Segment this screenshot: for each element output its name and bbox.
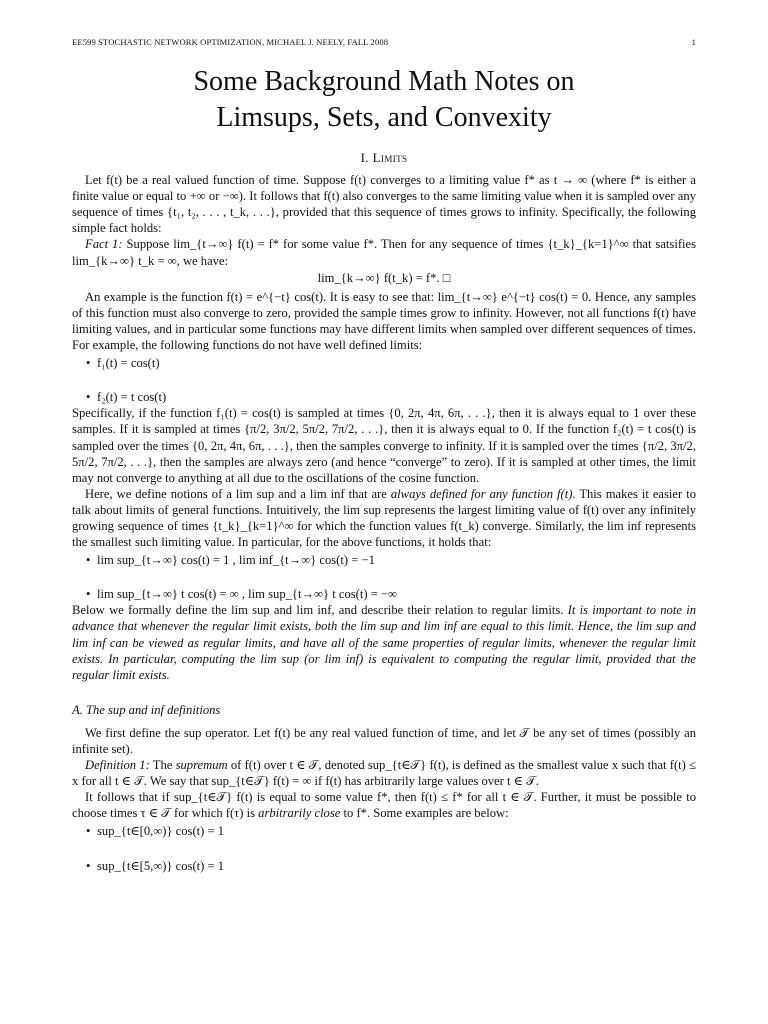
text-run: The bbox=[149, 758, 176, 773]
fact-1-label: Fact 1: bbox=[85, 237, 123, 252]
title-line-1: Some Background Math Notes on bbox=[193, 66, 575, 97]
emphasis-text: always defined for any function f(t) bbox=[390, 486, 573, 501]
paragraph-formal-note bbox=[72, 602, 696, 682]
text-run: Here, we define notions of a lim sup and a lim inf that are bbox=[85, 486, 391, 501]
fact-1-equation: lim_{k→∞} f(t_k) = f*. □ bbox=[317, 270, 451, 285]
defined-term: supremum bbox=[175, 758, 228, 773]
list-item: • lim sup_{t→∞} t cos(t) = ∞ , lim sup_{t→∞} t cos(t) = −∞ bbox=[86, 586, 696, 602]
fact-1-text: Suppose lim_{t→∞} f(t) = f* for some value f*. Then for any sequence of times {t_k}_{k=1}^∞ that satsifies lim_{k→∞} t_k = ∞, we have: bbox=[72, 237, 697, 268]
text-run: It follows that if sup_{t∈𝒯} f(t) is equal to some value f*, then f(t) ≤ f* for all t ∈ 𝒯. Further, it must be possible to choose times τ ∈ 𝒯 for which f(τ) is bbox=[72, 790, 696, 821]
list-item: • sup_{t∈[5,∞)} cos(t) = 1 bbox=[86, 858, 696, 874]
title-line-2: Limsups, Sets, and Convexity bbox=[216, 102, 552, 133]
subsection-heading: A. The sup and inf definitions bbox=[72, 702, 221, 717]
paper-title bbox=[72, 64, 696, 136]
text-run: to f*. Some examples are below: bbox=[340, 806, 509, 821]
paragraph-example: An example is the function f(t) = e^{−t} cos(t). It is easy to see that: lim_{t→∞} e^{−t} cos(t) = 0. Hence, any samples of this function must also converge to zero, provided the sample times grow to infinity. However, not all functions f(t) have limiting values, and in particular some functions may have different limits when sampled over different sequences of times. For example, the following functions do not have well defined limits: bbox=[72, 289, 696, 353]
text-run: of f(t) over t ∈ 𝒯, denoted sup_{t∈𝒯} f(t), is defined as the smallest value x such that f(t) ≤ x for all t ∈ 𝒯. We say that sup_{t∈𝒯} f(t) = ∞ if f(t) has arbitrarily large values over t ∈ 𝒯. bbox=[72, 758, 696, 789]
list-item: • f₂(t) = t cos(t) bbox=[86, 389, 696, 405]
emphasis-text: It is important to note in advance that whenever the regular limit exists, both the lim sup and lim inf are equal to this limit. Hence, the lim sup and lim inf can be viewed as regular limits, and have all of the same properties of regular limits, whenever the regular limit exists. In particular, computing the lim sup (or lim inf) is equivalent to computing the regular limit, provided that the regular limit exists. bbox=[72, 603, 697, 682]
list-sup-examples bbox=[72, 823, 696, 873]
list-limsup-examples bbox=[72, 552, 696, 602]
paragraph-limsup-intro bbox=[72, 486, 696, 550]
emphasis-text: arbitrarily close bbox=[258, 806, 341, 821]
list-item: • f₁(t) = cos(t) bbox=[86, 355, 696, 371]
section-heading-limits: I. Limits bbox=[360, 150, 408, 165]
list-item: • sup_{t∈[0,∞)} cos(t) = 1 bbox=[86, 823, 696, 839]
paragraph-sup-intro: We first define the sup operator. Let f(t) be any real valued function of time, and let 𝒯 be any set of times (possibly an infinite set). bbox=[72, 725, 696, 756]
paragraph-sup-consequence bbox=[72, 789, 696, 821]
text-run: Below we formally define the lim sup and lim inf, and describe their relation to regular limits. bbox=[72, 603, 568, 618]
running-title: EE599 STOCHASTIC NETWORK OPTIMIZATION, MICHAEL J. NEELY, FALL 2008 bbox=[72, 37, 389, 47]
paragraph-intro: Let f(t) be a real valued function of time. Suppose f(t) converges to a limiting value f* as t → ∞ (where f* is either a finite value or equal to +∞ or −∞). It follows that f(t) also converges to the same limiting value when it is sampled over any sequence of times {t₁, t₂, . . . , t_k, . . .}, provided that this sequence of times grows to infinity. Specifically, the following simple fact holds: bbox=[72, 173, 696, 236]
paragraph-sampling: Specifically, if the function f₁(t) = cos(t) is sampled at times {0, 2π, 4π, 6π, . . .}, then it is always equal to 1 over these samples. If it is sampled at times {π/2, 3π/2, 5π/2, 7π/2, . . .}, then it is always equal to 0. If the function f₂(t) = t cos(t) is sampled over the times {0, 2π, 4π, 6π, . . .}, then the samples converge to infinity. If it is sampled over the times {π/2, 3π/2, 5π/2, 7π/2, . . .}, then the samples are always zero (and hence “converge” to zero). If it is sampled at other times, the limit may not converge to anything at all due to the oscillations of the cosine function. bbox=[72, 406, 696, 485]
list-functions bbox=[72, 355, 696, 405]
definition-1 bbox=[72, 757, 696, 789]
fact-1 bbox=[72, 236, 696, 268]
definition-1-label: Definition 1: bbox=[85, 758, 150, 773]
page-number: 1 bbox=[691, 37, 696, 47]
running-header bbox=[72, 34, 696, 48]
text-run: . This makes it easier to talk about limits of general functions. Intuitively, the lim sup represents the largest limiting value of f(t) over any infinitely growing sequence of times {t_k}_{k=1}^∞ for which the function values f(t_k) converge. Similarly, the lim inf represents the smallest such limiting value. In particular, for the above functions, it holds that: bbox=[72, 486, 696, 550]
list-item: • lim sup_{t→∞} cos(t) = 1 , lim inf_{t→∞} cos(t) = −1 bbox=[86, 552, 696, 568]
